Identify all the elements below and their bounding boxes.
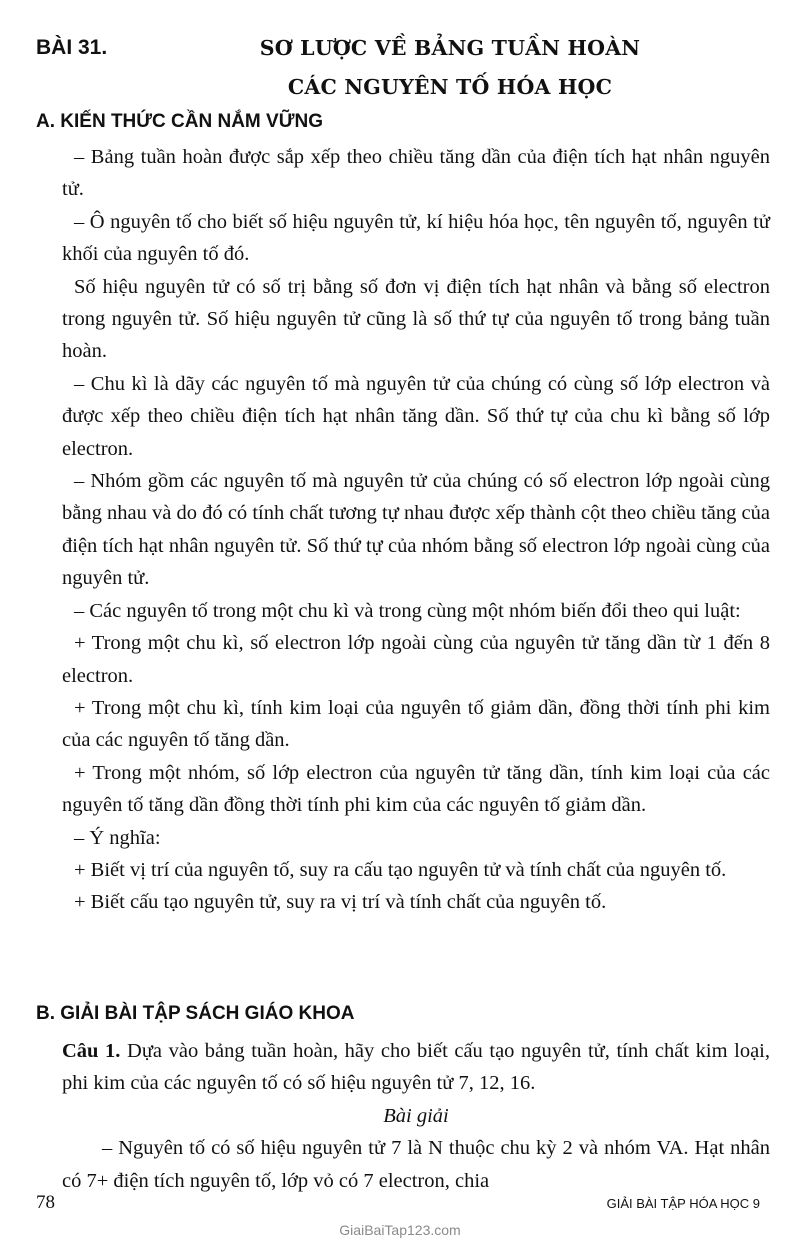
paragraph: + Biết cấu tạo nguyên tử, suy ra vị trí và tính chất của nguyên tố. [74,891,607,914]
paragraph: + Biết vị trí của nguyên tố, suy ra cấu tạo nguyên tử và tính chất của nguyên tố. [74,858,727,881]
paragraph: + Trong một chu kì, số electron lớp ngoài cùng của nguyên tử tăng dần từ 1 đến 8 electron. [62,632,770,687]
paragraph: – Ý nghĩa: [74,826,161,849]
answer-paragraph: – Nguyên tố có số hiệu nguyên tử 7 là N thuộc chu kỳ 2 và nhóm VA. Hạt nhân có 7+ điện tích nguyên tố, lớp vỏ có 7 electron, chia [62,1137,770,1192]
paragraph: + Trong một nhóm, số lớp electron của nguyên tử tăng dần, tính kim loại của các nguyên tố tăng dần đồng thời tính phi kim của các nguyên tố giảm dần. [62,761,770,817]
paragraph: Số hiệu nguyên tử có số trị bằng số đơn vị điện tích hạt nhân và bằng số electron trong nguyên tử. Số hiệu nguyên tử cũng là số thứ tự của nguyên tố trong bảng tuần hoàn. [62,275,770,363]
lesson-number: BÀI 31. [36,36,108,59]
paragraph: – Bảng tuần hoàn được sắp xếp theo chiều tăng dần của điện tích hạt nhân nguyên tử. [62,146,770,201]
section-a-heading: A. KIẾN THỨC CẦN NẮM VỮNG [36,111,323,132]
book-title: GIẢI BÀI TẬP HÓA HỌC 9 [606,1196,760,1211]
paragraph: + Trong một chu kì, tính kim loại của nguyên tố giảm dần, đồng thời tính phi kim của các nguyên tố tăng dần. [62,696,770,752]
solution-label: Bài giải [383,1104,449,1127]
lesson-title-line2: CÁC NGUYÊN TỐ HÓA HỌC [287,75,613,99]
section-b-body [62,1035,770,1197]
paragraph: – Ô nguyên tố cho biết số hiệu nguyên tử, kí hiệu hóa học, tên nguyên tố, nguyên tử khối của nguyên tố đó. [62,210,770,266]
question-paragraph [62,1035,770,1100]
section-a-body [62,141,770,919]
paragraph: – Nhóm gồm các nguyên tố mà nguyên tử của chúng có số electron lớp ngoài cùng bằng nhau và do đó có tính chất tương tự nhau được xếp thành cột theo chiều tăng của điện tích hạt nhân nguyên tử. Số thứ tự của nhóm bằng số electron lớp ngoài cùng của nguyên tử. [62,470,770,590]
section-b-heading: B. GIẢI BÀI TẬP SÁCH GIÁO KHOA [36,1003,355,1024]
paragraph: – Các nguyên tố trong một chu kì và trong cùng một nhóm biến đổi theo qui luật: [74,599,741,622]
watermark: GiaiBaiTap123.com [339,1222,461,1238]
lesson-title-line1: SƠ LƯỢC VỀ BẢNG TUẦN HOÀN [259,36,641,60]
question-text: Dựa vào bảng tuần hoàn, hãy cho biết cấu tạo nguyên tử, tính chất kim loại, phi kim của các nguyên tố có số hiệu nguyên tử 7, 12, 16. [62,1040,771,1095]
paragraph: – Chu kì là dãy các nguyên tố mà nguyên tử của chúng có cùng số lớp electron và được xếp theo chiều điện tích hạt nhân tăng dần. Số thứ tự của chu kì bằng số lớp electron. [62,372,770,460]
question-label: Câu 1. [62,1040,121,1062]
page-number: 78 [36,1192,55,1213]
